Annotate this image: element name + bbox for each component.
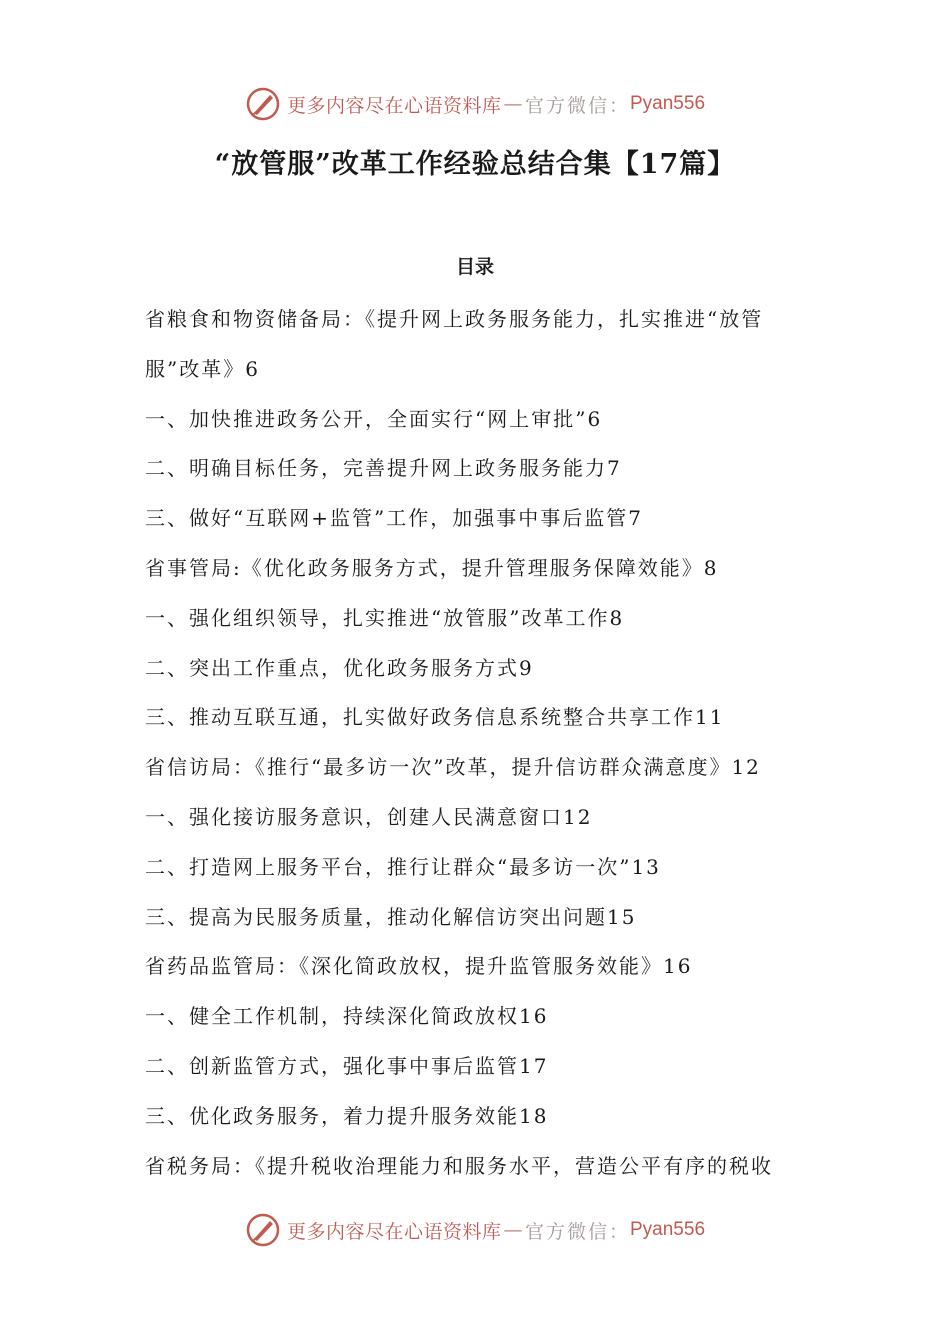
watermark-label: 官方微信： xyxy=(524,1220,630,1243)
watermark-dash: — xyxy=(503,1219,523,1241)
toc-line: 省粮食和物资储备局：《提升网上政务服务能力，扎实推进“放管 xyxy=(145,307,764,331)
watermark-account: Pyan556 xyxy=(630,1219,706,1240)
toc-line: 一、加快推进政务公开，全面实行“网上审批”6 xyxy=(145,406,603,431)
toc-line: 二、创新监管方式，强化事中事后监管17 xyxy=(145,1053,549,1078)
quill-pen-logo-icon xyxy=(245,86,281,122)
toc-line: 省信访局：《推行“最多访一次”改革，提升信访群众满意度》12 xyxy=(145,755,761,780)
toc-line: 一、健全工作机制，持续深化简政放权16 xyxy=(145,1004,549,1029)
toc-line: 省药品监管局：《深化简政放权，提升监管服务效能》16 xyxy=(145,954,693,979)
toc-line: 三、推动互联互通，扎实做好政务信息系统整合共享工作11 xyxy=(145,705,725,730)
toc-line: 二、打造网上服务平台，推行让群众“最多访一次”13 xyxy=(145,854,661,879)
document-title: “放管服”改革工作经验总结合集【17篇】 xyxy=(214,149,736,180)
toc-line: 一、强化接访服务意识，创建人民满意窗口12 xyxy=(145,804,593,829)
toc-line: 一、强化组织领导，扎实推进“放管服”改革工作8 xyxy=(145,605,625,630)
toc-line: 省事管局:《优化政务服务方式，提升管理服务保障效能》8 xyxy=(145,555,719,580)
toc-line: 三、做好“互联网+监管”工作，加强事中事后监管7 xyxy=(145,506,643,531)
toc-line: 三、优化政务服务，着力提升服务效能18 xyxy=(145,1103,549,1128)
quill-pen-logo-icon xyxy=(245,1212,281,1248)
toc-line: 三、提高为民服务质量，推动化解信访突出问题15 xyxy=(145,904,637,929)
toc-line: 二、突出工作重点，优化政务服务方式9 xyxy=(145,655,534,680)
watermark-label: 官方微信： xyxy=(524,94,630,117)
watermark-text: 更多内容尽在心语资料库 xyxy=(286,94,502,117)
toc-heading: 目录 xyxy=(455,256,494,278)
toc-line: 服”改革》6 xyxy=(145,356,260,381)
header-watermark-banner xyxy=(0,82,950,126)
toc-line: 二、明确目标任务，完善提升网上政务服务能力7 xyxy=(145,456,622,481)
toc-line: 省税务局：《提升税收治理能力和服务水平，营造公平有序的税收 xyxy=(145,1153,773,1178)
watermark-dash: — xyxy=(503,93,523,115)
watermark-text: 更多内容尽在心语资料库 xyxy=(286,1220,502,1243)
watermark-account: Pyan556 xyxy=(630,93,706,114)
footer-watermark-banner xyxy=(0,1208,950,1252)
table-of-contents xyxy=(145,295,815,1191)
